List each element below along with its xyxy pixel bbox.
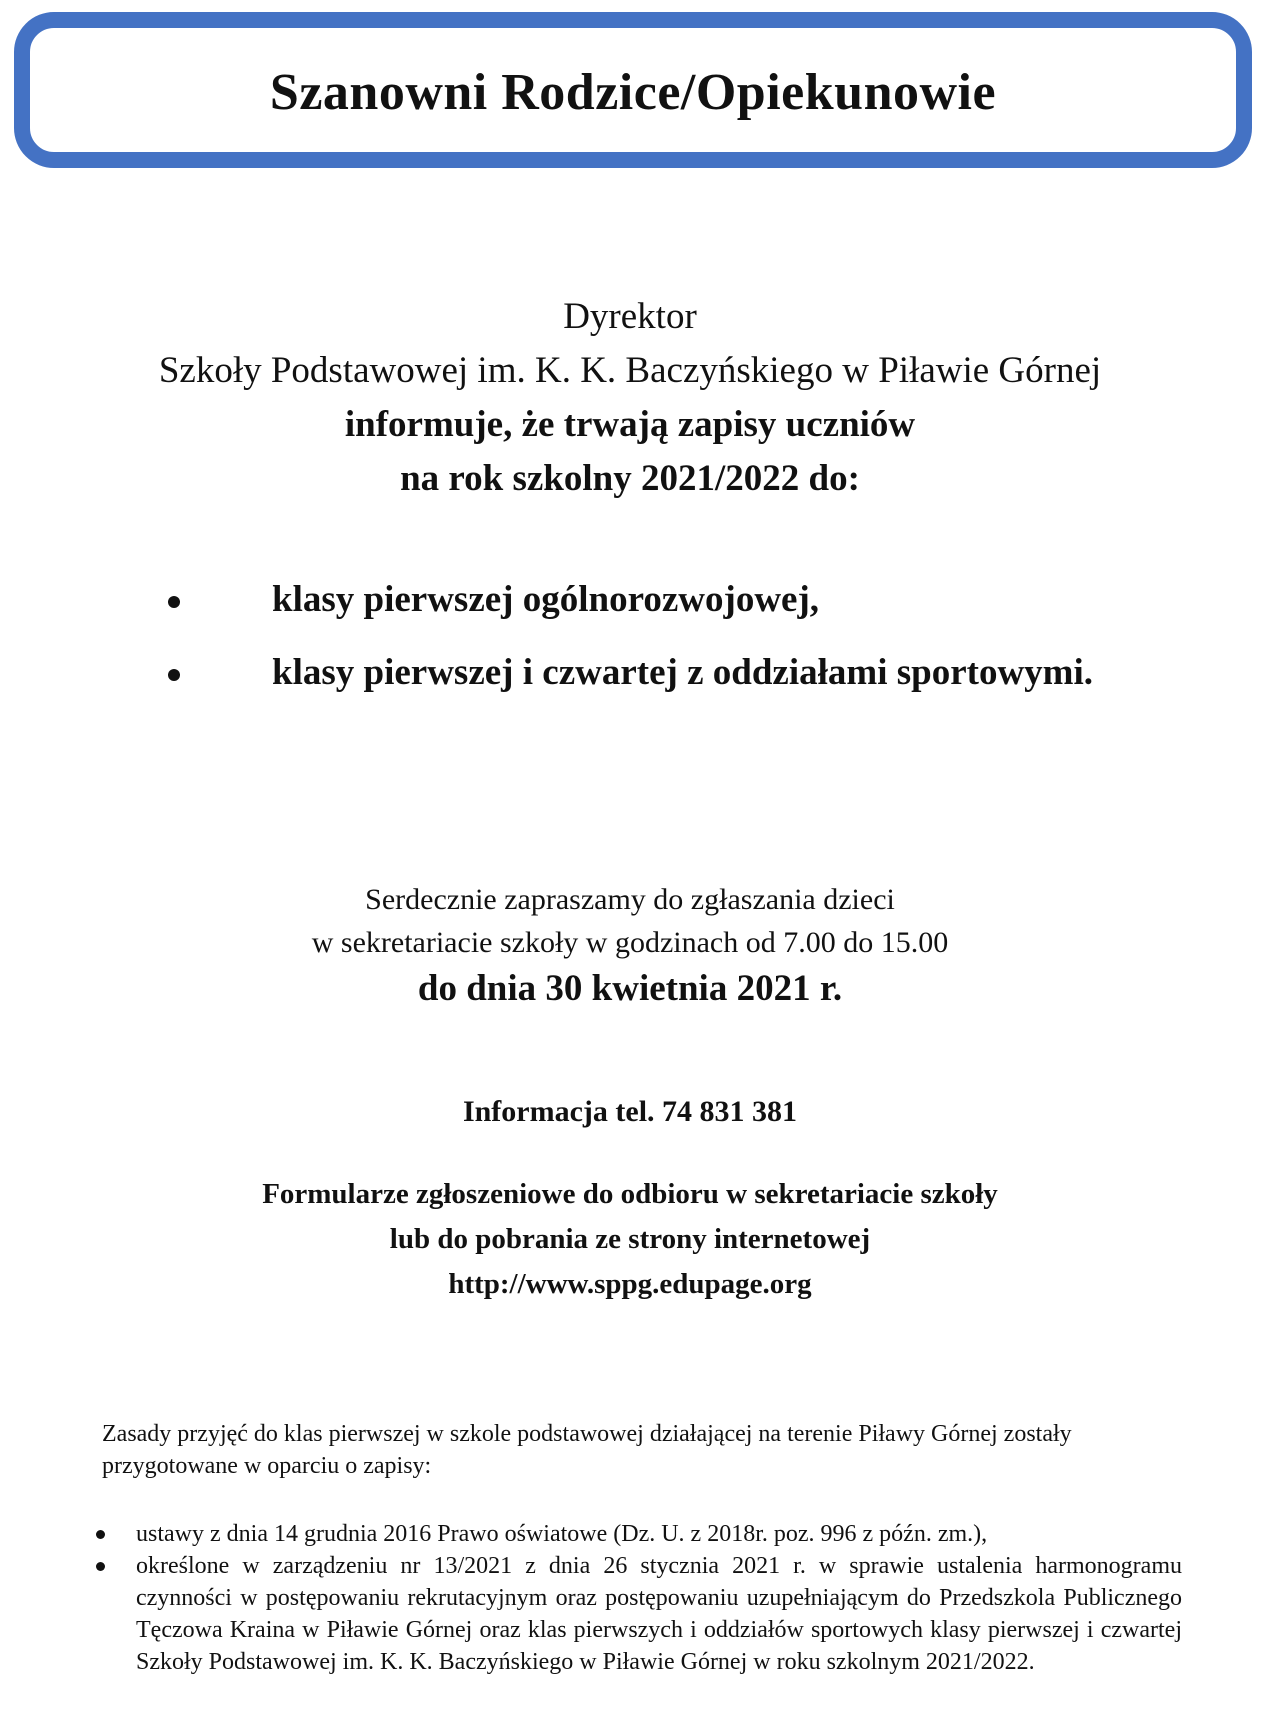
forms-block	[0, 1172, 1260, 1307]
bullet-icon	[96, 1530, 105, 1539]
list-item	[96, 1518, 1182, 1550]
deadline: do dnia 30 kwietnia 2021 r.	[417, 968, 843, 1009]
intro-school-year: na rok szkolny 2021/2022 do:	[400, 458, 860, 499]
bullet-icon	[168, 669, 180, 681]
list-item	[168, 653, 1248, 693]
header-box	[14, 12, 1252, 168]
rules-list	[96, 1518, 1182, 1678]
forms-line-2: lub do pobrania ze strony internetowej	[389, 1223, 871, 1255]
rule-text: ustawy z dnia 14 grudnia 2016 Prawo oświatowe (Dz. U. z 2018r. poz. 996 z późn. zm.),	[136, 1521, 988, 1547]
class-label: klasy pierwszej i czwartej z oddziałami sportowymi.	[272, 652, 1094, 693]
rule-text: określone w zarządzeniu nr 13/2021 z dnia 26 stycznia 2021 r. w sprawie ustalenia harmonogramu czynności w postępowaniu rekrutacyjnym oraz postępowaniu uzupełniającym do Przedszkola Publicznego Tęczowa Kraina w Piławie Górnej oraz klas pierwszych i oddziałów sportowych klasy pierwszej i czwartej Szkoły Podstawowej im. K. K. Baczyńskiego w Piławie Górnej w roku szkolnym 2021/2022.	[136, 1553, 1182, 1675]
class-list	[168, 580, 1248, 726]
invitation-block	[0, 878, 1260, 1014]
list-item	[168, 580, 1248, 620]
contact-block	[0, 1095, 1260, 1129]
school-website-link[interactable]: http://www.sppg.edupage.org	[448, 1268, 812, 1300]
list-item	[96, 1550, 1182, 1678]
intro-block	[0, 290, 1260, 506]
page-title: Szanowni Rodzice/Opiekunowie	[269, 63, 997, 121]
class-label: klasy pierwszej ogólnorozwojowej,	[272, 579, 820, 620]
bullet-icon	[96, 1562, 105, 1571]
invitation-line-1: Serdecznie zapraszamy do zgłaszania dzieci	[365, 883, 895, 916]
intro-director: Dyrektor	[563, 296, 697, 337]
rules-intro: Zasady przyjęć do klas pierwszej w szkole podstawowej działającej na terenie Piławy Górnej zostały przygotowane w oparciu o zapisy:	[102, 1421, 1072, 1479]
contact-info: Informacja tel. 74 831 381	[462, 1095, 798, 1128]
intro-school-name: Szkoły Podstawowej im. K. K. Baczyńskiego w Piławie Górnej	[158, 350, 1102, 391]
forms-line-1: Formularze zgłoszeniowe do odbioru w sekretariacie szkoły	[262, 1178, 998, 1210]
bullet-icon	[168, 596, 180, 608]
invitation-line-2: w sekretariacie szkoły w godzinach od 7.00 do 15.00	[311, 926, 949, 959]
intro-announcement: informuje, że trwają zapisy uczniów	[344, 404, 916, 445]
